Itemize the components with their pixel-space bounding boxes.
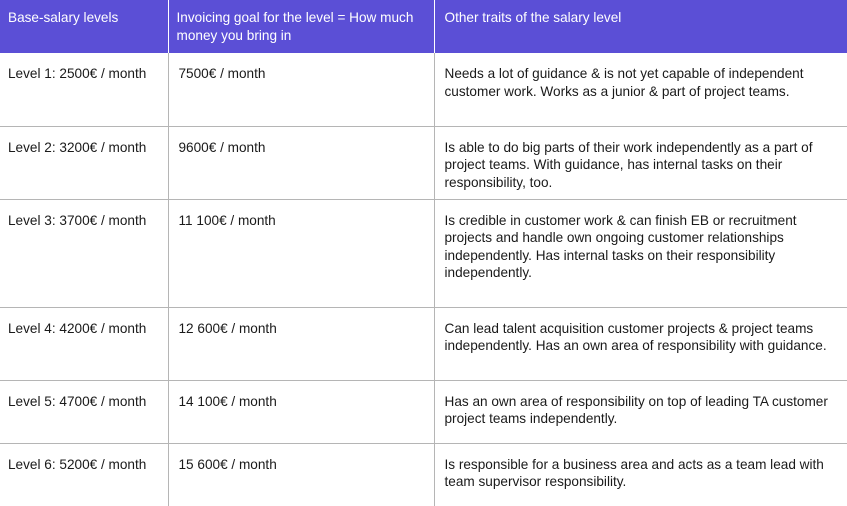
cell-salary-level: Level 5: 4700€ / month: [0, 380, 168, 443]
cell-salary-level: Level 3: 3700€ / month: [0, 199, 168, 307]
cell-traits: Is responsible for a business area and acts as a team lead with team supervisor responsibility.: [444, 456, 824, 489]
cell-invoicing-goal: 9600€ / month: [168, 126, 434, 199]
cell-salary-level: Level 1: 2500€ / month: [0, 53, 168, 126]
header-invoicing-goal: Invoicing goal for the level = How much money you bring in: [168, 0, 434, 53]
cell-salary-level: Level 4: 4200€ / month: [0, 307, 168, 380]
cell-traits: Can lead talent acquisition customer projects & project teams independently. Has an own area of responsibility with guidance.: [434, 307, 847, 380]
cell-traits: Has an own area of responsibility on top of leading TA customer project teams independently.: [434, 380, 847, 443]
cell-traits: Is able to do big parts of their work independently as a part of project teams. With guidance, has internal tasks on their responsibility, too.: [434, 126, 847, 199]
cell-traits: Needs a lot of guidance & is not yet capable of independent customer work. Works as a junior & part of project teams.: [434, 53, 847, 126]
header-other-traits: Other traits of the salary level: [444, 10, 622, 25]
table-row: [0, 380, 847, 443]
cell-invoicing-goal: 12 600€ / month: [168, 307, 434, 380]
table-row: [0, 53, 847, 126]
cell-invoicing-goal: 11 100€ / month: [168, 199, 434, 307]
cell-salary-level: Level 2: 3200€ / month: [0, 126, 168, 199]
cell-traits: Is credible in customer work & can finish EB or recruitment projects and handle own ongoing customer relationships independently. Has internal tasks on their responsibility independently.: [434, 199, 847, 307]
table-row: [0, 126, 847, 199]
header-row: [0, 0, 847, 53]
table-header: [0, 0, 847, 53]
table-row: [0, 199, 847, 307]
table-body: [0, 53, 847, 506]
cell-invoicing-goal: 7500€ / month: [168, 53, 434, 126]
table-row: [0, 307, 847, 380]
cell-salary-level: Level 6: 5200€ / month: [0, 443, 168, 506]
header-base-salary: Base-salary levels: [0, 0, 168, 53]
cell-invoicing-goal: 15 600€ / month: [168, 443, 434, 506]
cell-invoicing-goal: 14 100€ / month: [168, 380, 434, 443]
table-row: [0, 443, 847, 506]
